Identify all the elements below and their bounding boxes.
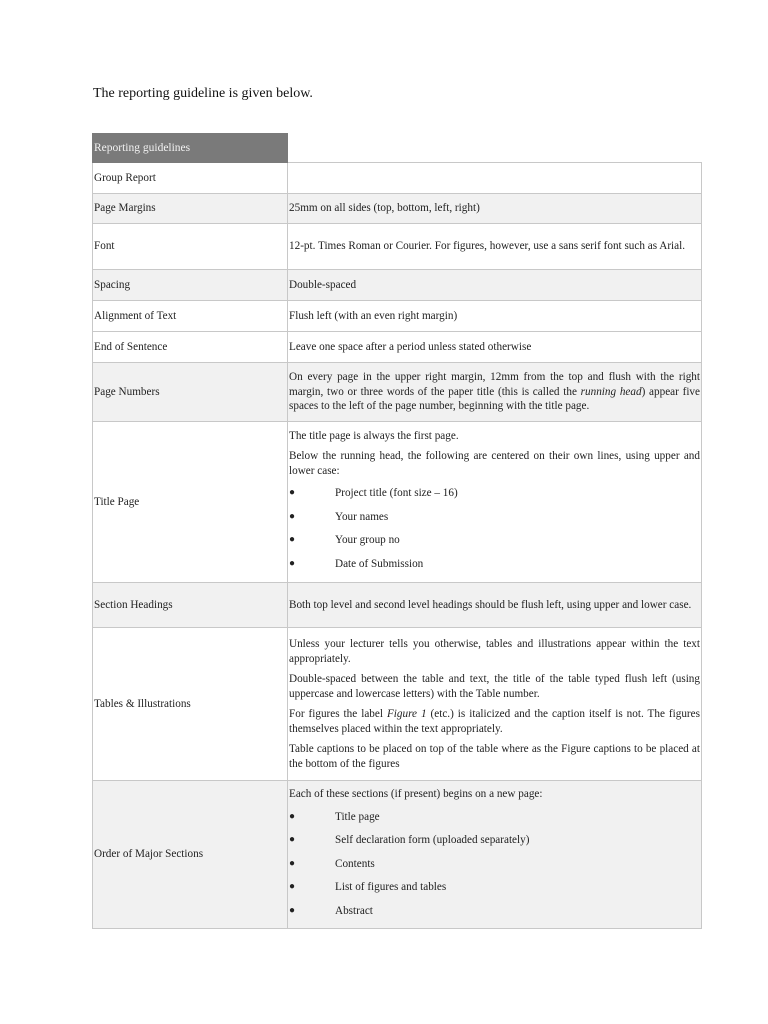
row-value: 25mm on all sides (top, bottom, left, right) xyxy=(288,194,702,224)
row-value: Flush left (with an even right margin) xyxy=(288,301,702,332)
table-row-page-numbers xyxy=(93,363,702,422)
row-value xyxy=(288,163,702,194)
table-header: Reporting guidelines xyxy=(93,134,288,163)
table-row-tables-illustrations xyxy=(93,628,702,781)
table-row-title-page xyxy=(93,422,702,583)
row-label: Spacing xyxy=(93,270,288,301)
row-label: Tables & Illustrations xyxy=(93,628,288,781)
table-row-spacing xyxy=(93,270,702,301)
list-item: ● Project title (font size – 16) xyxy=(289,487,458,500)
row-value: Double-spaced xyxy=(288,270,702,301)
running-head-term: running head xyxy=(580,385,642,398)
row-value: 12-pt. Times Roman or Courier. For figures, however, use a sans serif font such as Arial. xyxy=(288,224,702,270)
list-item: ● Your names xyxy=(289,510,389,523)
row-label: Section Headings xyxy=(93,583,288,628)
bullet-icon: ● xyxy=(289,857,296,869)
guidelines-table xyxy=(92,133,702,929)
row-value: Unless your lecturer tells you otherwise, tables and illustrations appear within the text appropriately. Double-spaced between the table and text, the title of the table typed flush left (using uppercase and lowercase letters) with the Table number. For figures the label Figure 1 (etc.) is italicized and the caption itself is not. The figures themselves placed within the text appropriately. Table captions to be placed on top of the table where as the Figure captions to be placed at the bottom of the figures xyxy=(288,628,702,781)
row-label: End of Sentence xyxy=(93,332,288,363)
bullet-icon: ● xyxy=(289,834,296,845)
row-value: Leave one space after a period unless stated otherwise xyxy=(288,332,702,363)
bullet-icon: ● xyxy=(289,534,296,546)
bullet-icon: ● xyxy=(289,557,296,569)
list-item: ● List of figures and tables xyxy=(289,881,447,893)
row-value: Both top level and second level headings should be flush left, using upper and lower case. xyxy=(288,583,702,628)
table-row-end-of-sentence xyxy=(93,332,702,363)
table-row-font xyxy=(93,224,702,270)
table-row-order-of-sections xyxy=(93,781,702,929)
title-page-list xyxy=(289,486,700,571)
list-item: ● Abstract xyxy=(289,904,373,917)
bullet-icon: ● xyxy=(289,881,296,892)
bullet-icon: ● xyxy=(289,510,296,522)
list-item: ● Your group no xyxy=(289,534,400,547)
row-label: Font xyxy=(93,224,288,270)
row-label: Alignment of Text xyxy=(93,301,288,332)
table-row-group-report xyxy=(93,163,702,194)
row-value: The title page is always the first page. Below the running head, the following are centered on their own lines, using upper and lower case: ● Project title (font size – 16) ● Your names ● Your group no ● Date of Submission xyxy=(288,422,702,583)
bullet-icon: ● xyxy=(289,487,296,499)
list-item: ● Date of Submission xyxy=(289,557,424,570)
row-label: Group Report xyxy=(93,163,288,194)
table-row-section-headings xyxy=(93,583,702,628)
list-item: ● Self declaration form (uploaded separately) xyxy=(289,834,530,846)
row-label: Page Numbers xyxy=(93,363,288,422)
row-label: Order of Major Sections xyxy=(93,781,288,929)
row-value: Each of these sections (if present) begins on a new page: ● Title page ● Self declaration form (uploaded separately) ● Contents ● List of figures and tables ● Abstract xyxy=(288,781,702,929)
sections-list xyxy=(289,810,700,919)
figure-label-term: Figure 1 xyxy=(386,708,427,720)
table-row-alignment xyxy=(93,301,702,332)
bullet-icon: ● xyxy=(289,810,296,822)
bullet-icon: ● xyxy=(289,904,296,916)
list-item: ● Title page xyxy=(289,810,380,823)
table-header-row xyxy=(93,134,702,163)
table-row-page-margins xyxy=(93,194,702,224)
row-label: Title Page xyxy=(93,422,288,583)
row-label: Page Margins xyxy=(93,194,288,224)
row-value: On every page in the upper right margin, 12mm from the top and flush with the right margin, two or three words of the paper title (this is called the running head) appear five spaces to the left of the page number, beginning with the title page. xyxy=(288,363,702,422)
intro-text: The reporting guideline is given below. xyxy=(93,86,313,101)
list-item: ● Contents xyxy=(289,857,375,870)
